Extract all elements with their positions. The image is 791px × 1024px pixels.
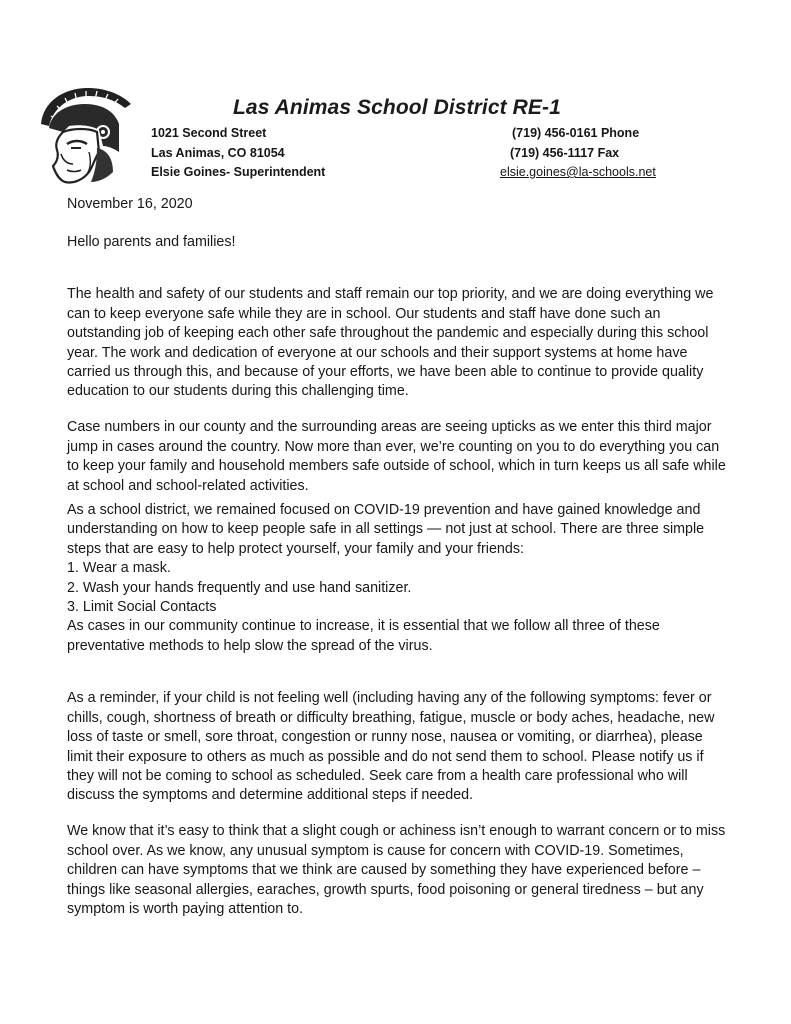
contact-block <box>500 124 656 183</box>
prevention-steps-list <box>67 559 727 617</box>
phone-number: (719) 456-0161 Phone <box>512 126 640 140</box>
superintendent-name: Elsie Goines- Superintendent <box>151 165 326 179</box>
address-line-1: 1021 Second Street <box>151 126 267 140</box>
paragraph-unusual-symptoms: We know that it’s easy to think that a slight cough or achiness isn’t enough to warrant concern or to miss school over. As we know, any unusual symptom is cause for concern with COVID-19. Sometimes, children can have symptoms that we think are caused by something they have experienced before – things like seasonal allergies, earaches, growth spurts, food poisoning or general tiredness – but any symptom is worth paying attention to. <box>67 823 726 917</box>
paragraph-case-numbers: Case numbers in our county and the surrounding areas are seeing upticks as we enter this third major jump in cases around the country. Now more than ever, we’re counting on you to do everything you can to keep your family and household members safe outside of school, which in turn keeps us all safe while at school and school-related activities. <box>67 419 726 494</box>
fax-number: (719) 456-1117 Fax <box>510 145 620 160</box>
address-block <box>151 124 325 183</box>
email-link[interactable]: elsie.goines@la-schools.net <box>500 165 656 179</box>
spartan-helmet-icon <box>33 82 137 190</box>
prevention-outro: As cases in our community continue to increase, it is essential that we follow all three of these preventative methods to help slow the spread of the virus. <box>67 618 660 654</box>
paragraph-prevention <box>67 501 727 656</box>
prevention-intro: As a school district, we remained focused on COVID-19 prevention and have gained knowledge and understanding on how to keep people safe in all settings — not just at school. There are three simple steps that are easy to help protect yourself, your family and your friends: <box>67 502 705 557</box>
paragraph-priority: The health and safety of our students and staff remain our top priority, and we are doing everything we can to keep everyone safe while they are in school. Our students and staff have done such an outstanding job of keeping each other safe throughout the pandemic and especially during this school year. The work and dedication of everyone at our schools and their support systems at home have carried us through this, and because of your efforts, we have been able to continue to provide quality education to our students during this challenging time. <box>67 286 714 400</box>
paragraph-symptoms: As a reminder, if your child is not feeling well (including having any of the following symptoms: fever or chills, cough, shortness of breath or difficulty breathing, fatigue, muscle or body aches, headache, new loss of taste or smell, sore throat, congestion or runny nose, nausea or vomiting, or diarrhea), please limit their exposure to others as much as possible and do not send them to school. Please notify us if they will not be coming to school as scheduled. Seek care from a health care professional who will discuss the symptoms and determine additional steps if needed. <box>67 690 715 804</box>
letter-date: November 16, 2020 <box>67 196 193 212</box>
list-item: 2. Wash your hands frequently and use hand sanitizer. <box>67 579 412 596</box>
district-title: Las Animas School District RE-1 <box>233 96 561 119</box>
list-item: 3. Limit Social Contacts <box>67 599 217 616</box>
list-item: 1. Wear a mask. <box>67 560 171 577</box>
letter-greeting: Hello parents and families! <box>67 234 236 250</box>
address-line-2: Las Animas, CO 81054 <box>151 145 285 160</box>
